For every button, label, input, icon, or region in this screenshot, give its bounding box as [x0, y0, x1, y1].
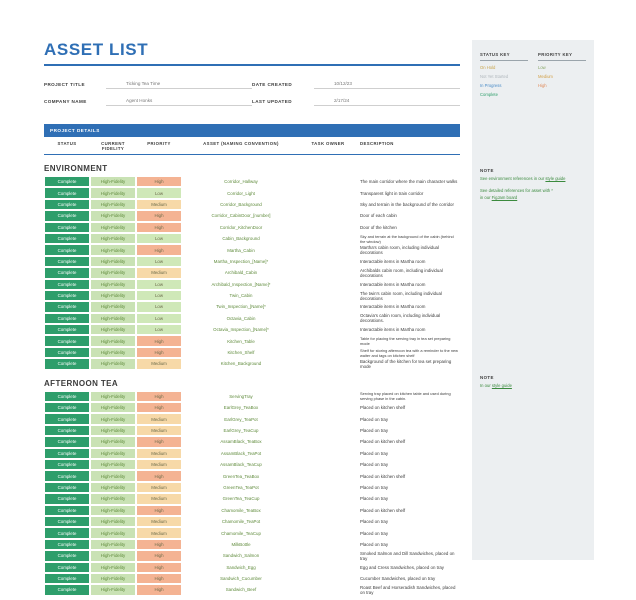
table-row[interactable] [44, 516, 460, 527]
label-company-name: COMPANY NAME [44, 99, 87, 104]
asset-name-cell: Kitchen_Background [182, 358, 300, 369]
priority-cell[interactable]: Low [136, 324, 182, 335]
column-header-status: STATUS [57, 141, 77, 146]
status-badge[interactable]: Complete [44, 187, 90, 198]
sections-container [44, 164, 460, 596]
description-cell: Table for placing the serving tray in tea set preparing mode [360, 336, 451, 347]
fidelity-cell[interactable]: High-Fidelity [90, 324, 136, 335]
asset-name-cell: Archibald_Inspection_[Name]* [182, 279, 300, 290]
status-badge[interactable]: Complete [44, 222, 90, 233]
asset-name-cell: Sandwich_Beef [182, 584, 300, 595]
asset-name-cell: Chamomile_TeaCup [182, 527, 300, 538]
description-cell: Egg and Cress Sandwiches, placed on tray [360, 564, 444, 570]
table-row[interactable] [44, 244, 460, 255]
section-title: ENVIRONMENT [44, 164, 108, 173]
fidelity-cell[interactable]: High-Fidelity [90, 448, 136, 459]
status-badge[interactable]: Complete [44, 436, 90, 447]
status-key-title: STATUS KEY [480, 52, 528, 61]
title-divider [44, 64, 460, 66]
status-badge[interactable]: Complete [44, 199, 90, 210]
asset-name-cell: Corridor_Hallway [182, 176, 300, 187]
status-badge[interactable]: Complete [44, 505, 90, 516]
task-owner-cell[interactable] [300, 539, 356, 550]
status-badge[interactable]: Complete [44, 470, 90, 481]
fidelity-cell[interactable]: High-Fidelity [90, 527, 136, 538]
status-badge[interactable]: Complete [44, 413, 90, 424]
status-badge[interactable]: Complete [44, 324, 90, 335]
status-badge[interactable]: Complete [44, 347, 90, 358]
asset-name-cell: GreenTea_TeaPot [182, 482, 300, 493]
task-owner-cell[interactable] [300, 425, 356, 436]
page-title: ASSET LIST [44, 40, 149, 59]
priority-cell[interactable]: High [136, 562, 182, 573]
table-row[interactable] [44, 279, 460, 290]
priority-cell[interactable]: Medium [136, 459, 182, 470]
priority-cell[interactable]: Medium [136, 527, 182, 538]
fidelity-cell[interactable]: High-Fidelity [90, 335, 136, 346]
asset-name-cell: Octavia_Inspection_[Name]* [182, 324, 300, 335]
fidelity-cell[interactable]: High-Fidelity [90, 516, 136, 527]
note-afternoon-tea [472, 375, 594, 395]
fidelity-cell[interactable]: High-Fidelity [90, 562, 136, 573]
description-cell: Martha's cabin room, including individual decorations [360, 245, 439, 256]
status-badge[interactable]: Complete [44, 516, 90, 527]
priority-cell[interactable]: Low [136, 313, 182, 324]
description-cell: Placed on kitchen shelf [360, 473, 406, 479]
asset-name-cell: Twin_Inspection_[Name]* [182, 301, 300, 312]
meta-row-project-title [44, 76, 252, 89]
fidelity-cell[interactable]: High-Fidelity [90, 176, 136, 187]
asset-name-cell: Sandwich_Egg [182, 562, 300, 573]
status-badge[interactable]: Complete [44, 313, 90, 324]
value-project-title[interactable]: Ticking Tea Time [106, 81, 252, 89]
table-row[interactable] [44, 539, 460, 550]
status-badge[interactable]: Complete [44, 176, 90, 187]
asset-name-cell: Cabin_Background [182, 233, 300, 244]
task-owner-cell[interactable] [300, 402, 356, 413]
task-owner-cell[interactable] [300, 176, 356, 187]
table-row[interactable] [44, 301, 460, 312]
description-cell: Smoked Salmon and Dill Sandwiches, placed on tray [360, 550, 455, 561]
table-row[interactable] [44, 391, 460, 402]
label-project-title: PROJECT TITLE [44, 82, 85, 87]
priority-cell[interactable]: High [136, 402, 182, 413]
task-owner-cell[interactable] [300, 347, 356, 358]
table-row[interactable] [44, 187, 460, 198]
asset-name-cell: Archibald_Cabin [182, 267, 300, 278]
table-row[interactable] [44, 425, 460, 436]
fidelity-cell[interactable]: High-Fidelity [90, 313, 136, 324]
task-owner-cell[interactable] [300, 233, 356, 244]
description-cell: Cucumber Sandwiches, placed on tray [360, 576, 436, 582]
table-row[interactable] [44, 505, 460, 516]
fidelity-cell[interactable]: High-Fidelity [90, 425, 136, 436]
table-row[interactable] [44, 199, 460, 210]
status-badge[interactable]: Complete [44, 573, 90, 584]
fidelity-cell[interactable]: High-Fidelity [90, 347, 136, 358]
fidelity-cell[interactable]: High-Fidelity [90, 493, 136, 504]
task-owner-cell[interactable] [300, 391, 356, 402]
fidelity-cell[interactable]: High-Fidelity [90, 459, 136, 470]
status-badge[interactable]: Complete [44, 527, 90, 538]
description-cell: Placed on tray [360, 519, 389, 525]
table-row[interactable] [44, 290, 460, 301]
table-row[interactable] [44, 335, 460, 346]
priority-cell[interactable]: Low [136, 187, 182, 198]
priority-cell[interactable]: Low [136, 279, 182, 290]
status-badge[interactable]: Complete [44, 584, 90, 595]
note-title-1: NOTE [480, 168, 494, 173]
description-cell: Interactable items in Martha room [360, 304, 426, 310]
task-owner-cell[interactable] [300, 256, 356, 267]
fidelity-cell[interactable]: High-Fidelity [90, 279, 136, 290]
asset-name-cell: Corridor_Light [182, 187, 300, 198]
value-date-created[interactable]: 10/12/23 [314, 81, 460, 89]
status-badge[interactable]: Complete [44, 459, 90, 470]
table-row[interactable] [44, 176, 460, 187]
description-cell: Placed on kitchen shelf [360, 507, 406, 513]
status-badge[interactable]: Complete [44, 562, 90, 573]
description-cell: The main corridor where the main character walks [360, 179, 458, 185]
status-badge[interactable]: Complete [44, 267, 90, 278]
fidelity-cell[interactable]: High-Fidelity [90, 222, 136, 233]
status-badge[interactable]: Complete [44, 402, 90, 413]
description-cell: Sky and terrain in the background of the corridor [360, 201, 454, 207]
asset-name-cell: Corridor_KitchenDoor [182, 222, 300, 233]
task-owner-cell[interactable] [300, 244, 356, 255]
priority-key-item: Medium [538, 74, 553, 79]
asset-name-cell: ServingTray [182, 391, 300, 402]
asset-name-cell: EarlGrey_TeaCup [182, 425, 300, 436]
value-last-updated[interactable]: 2/17/24 [314, 98, 460, 106]
description-cell: Interactable items in Martha room [360, 327, 426, 333]
task-owner-cell[interactable] [300, 222, 356, 233]
priority-cell[interactable]: High [136, 222, 182, 233]
status-badge[interactable]: Complete [44, 210, 90, 221]
status-badge[interactable]: Complete [44, 301, 90, 312]
description-cell: Placed on tray [360, 484, 389, 490]
fidelity-cell[interactable]: High-Fidelity [90, 573, 136, 584]
asset-name-cell: EarlGrey_TeaPot [182, 413, 300, 424]
asset-name-cell: GreenTea_TeaCup [182, 493, 300, 504]
task-owner-cell[interactable] [300, 413, 356, 424]
priority-cell[interactable]: High [136, 436, 182, 447]
priority-cell[interactable]: Medium [136, 516, 182, 527]
priority-cell[interactable]: High [136, 550, 182, 561]
meta-column-left [44, 76, 252, 110]
description-cell: Placed on kitchen shelf [360, 439, 406, 445]
task-owner-cell[interactable] [300, 335, 356, 346]
priority-cell[interactable]: High [136, 584, 182, 595]
table-row[interactable] [44, 233, 460, 244]
description-cell: Placed on tray [360, 530, 389, 536]
status-key-item: Not Yet Started [480, 74, 509, 79]
table-row[interactable] [44, 527, 460, 538]
style-guide-link-1[interactable]: style guide [545, 176, 566, 181]
fidelity-cell[interactable]: High-Fidelity [90, 584, 136, 595]
priority-cell[interactable]: High [136, 391, 182, 402]
priority-cell[interactable]: High [136, 505, 182, 516]
status-key [480, 52, 528, 101]
table-row[interactable] [44, 256, 460, 267]
task-owner-cell[interactable] [300, 187, 356, 198]
priority-cell[interactable]: High [136, 335, 182, 346]
asset-name-cell: Martha_Cabin [182, 244, 300, 255]
priority-cell[interactable]: Medium [136, 482, 182, 493]
task-owner-cell[interactable] [300, 573, 356, 584]
fidelity-cell[interactable]: High-Fidelity [90, 550, 136, 561]
asset-name-cell: Sandwich_Cucumber [182, 573, 300, 584]
asset-name-cell: MilkBottle [182, 539, 300, 550]
column-header-description: DESCRIPTION [360, 141, 394, 146]
task-owner-cell[interactable] [300, 550, 356, 561]
asset-name-cell: EarlGrey_TeaBox [182, 402, 300, 413]
status-badge[interactable]: Complete [44, 279, 90, 290]
table-row[interactable] [44, 482, 460, 493]
fidelity-cell[interactable]: High-Fidelity [90, 402, 136, 413]
task-owner-cell[interactable] [300, 290, 356, 301]
description-cell: Transparent light in train corridor [360, 190, 424, 196]
priority-cell[interactable]: Medium [136, 413, 182, 424]
task-owner-cell[interactable] [300, 493, 356, 504]
priority-cell[interactable]: High [136, 176, 182, 187]
table-row[interactable] [44, 402, 460, 413]
asset-name-cell: AssamBlack_TeaBox [182, 436, 300, 447]
description-cell: Placed on kitchen shelf [360, 405, 406, 411]
priority-cell[interactable]: Medium [136, 425, 182, 436]
fidelity-cell[interactable]: High-Fidelity [90, 391, 136, 402]
status-badge[interactable]: Complete [44, 425, 90, 436]
status-badge[interactable]: Complete [44, 448, 90, 459]
priority-key [538, 52, 586, 101]
meta-column-right [252, 76, 460, 110]
asset-name-cell: Martha_Inspection_[Name]* [182, 256, 300, 267]
asset-table [44, 391, 460, 596]
description-cell: Door of the kitchen [360, 224, 397, 230]
fidelity-cell[interactable]: High-Fidelity [90, 301, 136, 312]
priority-cell[interactable]: High [136, 539, 182, 550]
fidelity-cell[interactable]: High-Fidelity [90, 187, 136, 198]
priority-cell[interactable]: High [136, 470, 182, 481]
description-cell: Placed on tray [360, 496, 389, 502]
fidelity-cell[interactable]: High-Fidelity [90, 233, 136, 244]
value-company-name[interactable]: Agent Honks [106, 98, 252, 106]
table-column-headers [44, 137, 460, 155]
note-title-2: NOTE [480, 375, 494, 380]
fidelity-cell[interactable]: High-Fidelity [90, 244, 136, 255]
description-cell: Interactable items in Martha room [360, 281, 426, 287]
task-owner-cell[interactable] [300, 267, 356, 278]
asset-name-cell: Corridor_CabinDoor_[number] [182, 210, 300, 221]
asset-name-cell: Chamomile_TeaPot [182, 516, 300, 527]
priority-key-title: PRIORITY KEY [538, 52, 586, 61]
task-owner-cell[interactable] [300, 199, 356, 210]
fidelity-cell[interactable]: High-Fidelity [90, 256, 136, 267]
status-key-item: In Progress [480, 83, 502, 88]
task-owner-cell[interactable] [300, 505, 356, 516]
description-cell: Archibalds cabin room, including individual decorations [360, 267, 443, 278]
description-cell: Placed on tray [360, 462, 389, 468]
task-owner-cell[interactable] [300, 313, 356, 324]
description-cell: Placed on tray [360, 450, 389, 456]
asset-table [44, 176, 460, 370]
task-owner-cell[interactable] [300, 459, 356, 470]
note-line-2-1[interactable]: In our style guide [480, 383, 512, 388]
description-cell: Placed on tray [360, 428, 389, 433]
description-cell: Roast Beef and Horseradish Sandwiches, placed on tray [360, 584, 456, 595]
status-badge[interactable]: Complete [44, 493, 90, 504]
task-owner-cell[interactable] [300, 210, 356, 221]
priority-cell[interactable]: Low [136, 301, 182, 312]
table-row[interactable] [44, 222, 460, 233]
task-owner-cell[interactable] [300, 562, 356, 573]
status-key-item: Complete [480, 92, 498, 97]
task-owner-cell[interactable] [300, 527, 356, 538]
task-owner-cell[interactable] [300, 358, 356, 369]
task-owner-cell[interactable] [300, 436, 356, 447]
note-line-1-2[interactable]: See detailed references for asset with * in our FigJam board [480, 188, 553, 200]
description-cell: Sky and terrain at the background of the cabin (behind the window) [360, 233, 454, 244]
fidelity-cell[interactable]: High-Fidelity [90, 267, 136, 278]
project-meta [44, 76, 460, 110]
table-row[interactable] [44, 413, 460, 424]
priority-key-item: Low [538, 65, 546, 70]
task-owner-cell[interactable] [300, 301, 356, 312]
asset-name-cell: Twin_Cabin [182, 290, 300, 301]
description-cell: Background of the kitchen for tea set preparing mode [360, 358, 452, 369]
priority-cell[interactable]: Medium [136, 358, 182, 369]
main-content [44, 40, 460, 596]
meta-row-company-name [44, 93, 252, 106]
fidelity-cell[interactable]: High-Fidelity [90, 482, 136, 493]
description-cell: Placed on tray [360, 416, 389, 422]
key-legends [472, 40, 594, 101]
priority-cell[interactable]: High [136, 347, 182, 358]
table-row[interactable] [44, 448, 460, 459]
table-row[interactable] [44, 584, 460, 595]
asset-name-cell: Kitchen_Shelf [182, 347, 300, 358]
description-cell: Shelf for storing afternoon tea with a reminder to the new waiter and tags on kitchen shelf [360, 347, 458, 358]
column-header-priority: PRIORITY [147, 141, 171, 146]
asset-name-cell: AssamBlack_TeaCup [182, 459, 300, 470]
status-badge[interactable]: Complete [44, 550, 90, 561]
description-cell: Door of each cabin [360, 213, 397, 219]
status-badge[interactable]: Complete [44, 290, 90, 301]
description-cell: Octavia's cabin room, including individual decorations. [360, 313, 441, 324]
fidelity-cell[interactable]: High-Fidelity [90, 199, 136, 210]
table-row[interactable] [44, 436, 460, 447]
priority-cell[interactable]: Low [136, 233, 182, 244]
status-badge[interactable]: Complete [44, 244, 90, 255]
note-environment [472, 168, 594, 207]
label-date-created: DATE CREATED [252, 82, 293, 87]
fidelity-cell[interactable]: High-Fidelity [90, 358, 136, 369]
column-header-task-owner: TASK OWNER [311, 141, 345, 146]
asset-name-cell: Octavia_Cabin [182, 313, 300, 324]
priority-cell[interactable]: Medium [136, 199, 182, 210]
asset-name-cell: AssamBlack_TeaPot [182, 448, 300, 459]
fidelity-cell[interactable]: High-Fidelity [90, 470, 136, 481]
priority-cell[interactable]: Low [136, 290, 182, 301]
status-badge[interactable]: Complete [44, 256, 90, 267]
sidebar-panel [472, 40, 594, 560]
description-cell: Placed on tray [360, 541, 389, 547]
status-badge[interactable]: Complete [44, 391, 90, 402]
asset-name-cell: Sandwich_Salmon [182, 550, 300, 561]
asset-name-cell: GreenTea_TeaBox [182, 470, 300, 481]
description-cell: The twin's cabin room, including individual decorations [360, 290, 442, 301]
column-header-asset: ASSET (NAMING CONVENTION) [203, 141, 279, 146]
task-owner-cell[interactable] [300, 448, 356, 459]
meta-row-date-created [252, 76, 460, 89]
label-last-updated: LAST UPDATED [252, 99, 292, 104]
table-row[interactable] [44, 550, 460, 561]
table-row[interactable] [44, 347, 460, 358]
priority-cell[interactable]: Medium [136, 493, 182, 504]
task-owner-cell[interactable] [300, 584, 356, 595]
status-badge[interactable]: Complete [44, 335, 90, 346]
description-cell: Serving tray placed on kitchen table and used during serving phase in the cabin. [360, 391, 451, 402]
priority-cell[interactable]: Low [136, 256, 182, 267]
table-row[interactable] [44, 562, 460, 573]
status-key-item: On Hold [480, 65, 496, 70]
table-row[interactable] [44, 210, 460, 221]
fidelity-cell[interactable]: High-Fidelity [90, 539, 136, 550]
priority-key-item: High [538, 83, 547, 88]
asset-name-cell: Corridor_Background [182, 199, 300, 210]
priority-cell[interactable]: High [136, 244, 182, 255]
status-badge[interactable]: Complete [44, 482, 90, 493]
table-row[interactable] [44, 470, 460, 481]
asset-name-cell: Kitchen_Table [182, 335, 300, 346]
table-row[interactable] [44, 313, 460, 324]
meta-row-last-updated [252, 93, 460, 106]
table-row[interactable] [44, 267, 460, 278]
fidelity-cell[interactable]: High-Fidelity [90, 210, 136, 221]
description-cell: Interactable items in Martha room [360, 258, 426, 264]
table-row[interactable] [44, 459, 460, 470]
task-owner-cell[interactable] [300, 482, 356, 493]
figjam-board-link[interactable]: FigJam board [491, 194, 518, 200]
project-details-bar: PROJECT DETAILS [44, 124, 460, 137]
priority-cell[interactable]: High [136, 573, 182, 584]
fidelity-cell[interactable]: High-Fidelity [90, 505, 136, 516]
asset-name-cell: Chamomile_TeaBox [182, 505, 300, 516]
task-owner-cell[interactable] [300, 279, 356, 290]
status-badge[interactable]: Complete [44, 358, 90, 369]
section-title: AFTERNOON TEA [44, 378, 119, 388]
table-row[interactable] [44, 573, 460, 584]
fidelity-cell[interactable]: High-Fidelity [90, 413, 136, 424]
note-line-1-1[interactable]: See environment references in our style guide [480, 176, 566, 181]
priority-cell[interactable]: Medium [136, 267, 182, 278]
task-owner-cell[interactable] [300, 324, 356, 335]
status-badge[interactable]: Complete [44, 233, 90, 244]
status-badge[interactable]: Complete [44, 539, 90, 550]
fidelity-cell[interactable]: High-Fidelity [90, 290, 136, 301]
table-row[interactable] [44, 324, 460, 335]
style-guide-link-2[interactable]: style guide [491, 383, 512, 388]
table-row[interactable] [44, 358, 460, 369]
fidelity-cell[interactable]: High-Fidelity [90, 436, 136, 447]
priority-cell[interactable]: Medium [136, 448, 182, 459]
column-header-current-fidelity: CURRENT FIDELITY [101, 141, 125, 151]
task-owner-cell[interactable] [300, 516, 356, 527]
table-row[interactable] [44, 493, 460, 504]
priority-cell[interactable]: High [136, 210, 182, 221]
task-owner-cell[interactable] [300, 470, 356, 481]
